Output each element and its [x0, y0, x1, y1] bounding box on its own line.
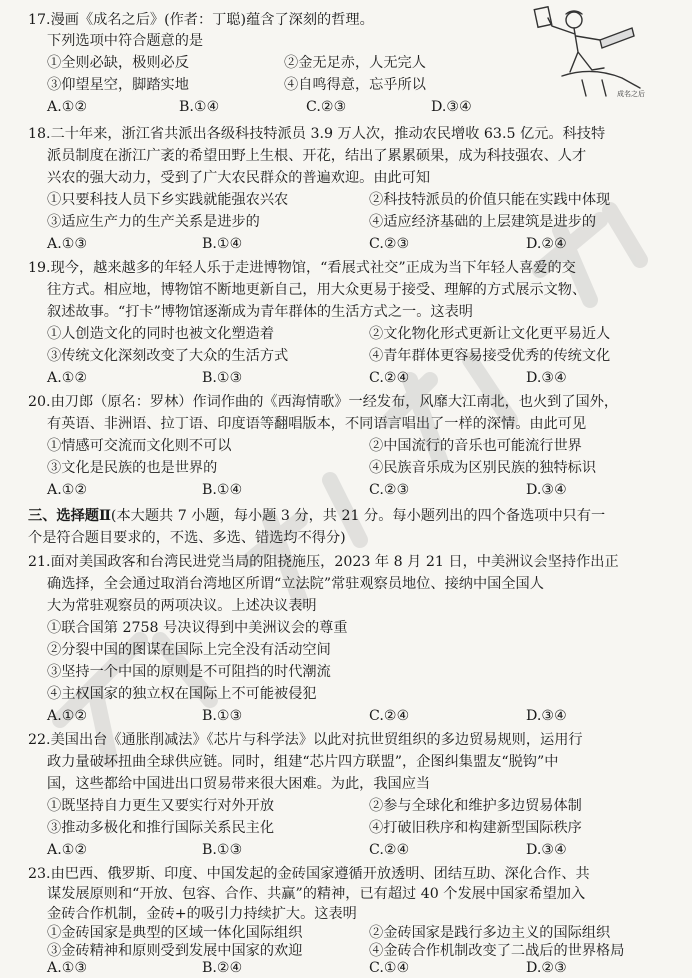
q17-stem-cont: 下列选项中符合题意的是: [47, 33, 204, 49]
q19-stem-cont-1: 往方式。相应地，博物馆不断地更新自己，用大众更易于接受、理解的方式展示文物、: [47, 282, 587, 298]
q21-choice-d: D.③④: [526, 708, 567, 724]
q21-option-3: ③坚持一个中国的原则是不可阻挡的时代潮流: [47, 664, 331, 680]
q18-choice-a: A.①③: [47, 236, 88, 252]
q21-option-2: ②分裂中国的图谋在国际上完全没有活动空间: [47, 642, 331, 658]
q21-option-1: ①联合国第 2758 号决议得到中美洲议会的尊重: [47, 620, 348, 636]
q18-stem-cont-2: 兴农的强大动力，受到了广大农民群众的普遍欢迎。由此可知: [47, 170, 431, 186]
section-3-desc-cont: 个是符合题目要求的，不选、多选、错选均不得分): [28, 530, 346, 546]
q21-choice-c: C.②④: [369, 708, 410, 724]
q19-option-1: ①人创造文化的同时也被文化塑造着: [47, 326, 275, 342]
q20-option-2: ②中国流行的音乐也可能流行世界: [369, 438, 582, 454]
q22-choice-b: B.①③: [202, 842, 243, 858]
q23-stem-cont-1: 谋发展原则和“开放、包容、合作、共赢”的精神，已有超过 40 个发展中国家希望加入: [47, 885, 586, 902]
q18-stem: 18.二十年来，浙江省共派出各级科技特派员 3.9 万人次，推动农民增收 63.5 亿元。科技特: [28, 126, 606, 142]
q23-stem: 23.由巴西、俄罗斯、印度、中国发起的金砖国家遵循开放透明、团结互助、深化合作、共: [28, 866, 590, 882]
q19-option-2: ②文化物化形式更新让文化更平易近人: [369, 326, 611, 342]
q17-stem: 17.漫画《成名之后》(作者：丁聪)蕴含了深刻的哲理。: [28, 12, 374, 28]
q20-choice-a: A.①②: [47, 482, 88, 498]
q17-choice-c: C.②③: [306, 99, 347, 115]
q20-option-1: ①情感可交流而文化则不可以: [47, 438, 232, 454]
q23-option-1: ①金砖国家是典型的区域一体化国际组织: [47, 925, 303, 942]
q17-option-1: ①全则必缺，极则必反: [47, 55, 189, 71]
q17-choice-a: A.①②: [47, 99, 88, 115]
q22-option-4: ④打破旧秩序和构建新型国际秩序: [369, 820, 582, 836]
q21-option-4: ④主权国家的独立权在国际上不可能被侵犯: [47, 686, 317, 702]
q18-option-3: ③适应生产力的生产关系是进步的: [47, 214, 260, 230]
q23-choice-a: A.①③: [47, 959, 88, 976]
q22-option-1: ①既坚持自力更生又要实行对外开放: [47, 798, 275, 814]
q19-choice-c: C.②④: [369, 370, 410, 386]
q22-choice-a: A.①②: [47, 842, 88, 858]
q20-choice-b: B.①④: [202, 482, 243, 498]
q19-choice-a: A.①②: [47, 370, 88, 386]
q22-option-2: ②参与全球化和维护多边贸易体制: [369, 798, 582, 814]
q19-option-4: ④青年群体更容易接受优秀的传统文化: [369, 348, 611, 364]
cartoon-illustration: [522, 6, 672, 100]
q23-option-2: ②金砖国家是践行多边主义的国际组织: [369, 925, 611, 942]
q22-stem: 22.美国出台《通胀削减法》《芯片与科学法》以此对抗世贸组织的多边贸易规则，运用行: [28, 732, 583, 748]
q21-stem-cont-2: 大为常驻观察员的两项决议。上述决议表明: [47, 598, 317, 614]
q21-choice-a: A.①②: [47, 708, 88, 724]
q22-option-3: ③推动多极化和推行国际关系民主化: [47, 820, 275, 836]
section-3-heading: [28, 506, 605, 526]
q23-stem-cont-2: 金砖合作机制，金砖+的吸引力持续扩大。这表明: [47, 905, 357, 922]
q18-choice-d: D.②④: [526, 236, 567, 252]
q19-choice-b: B.①③: [202, 370, 243, 386]
q20-choice-c: C.②③: [369, 482, 410, 498]
q17-option-2: ②金无足赤，人无完人: [284, 55, 426, 71]
q21-stem-cont-1: 确选择，全会通过取消台湾地区所谓“立法院”常驻观察员地位、接纳中国全国人: [47, 576, 544, 592]
q23-option-3: ③金砖精神和原则受到发展中国家的欢迎: [47, 943, 303, 960]
q20-option-4: ④民族音乐成为区别民族的独特标识: [369, 460, 597, 476]
q23-choice-d: D.②③: [526, 959, 567, 976]
q19-option-3: ③传统文化深刻改变了大众的生活方式: [47, 348, 289, 364]
q19-stem: 19.现今，越来越多的年轻人乐于走进博物馆，“看展式社交”正成为当下年轻人喜爱的交: [28, 260, 576, 276]
q23-choice-b: B.②④: [202, 959, 243, 976]
q18-option-2: ②科技特派员的价值只能在实践中体现: [369, 192, 611, 208]
q17-choice-d: D.③④: [431, 99, 472, 115]
q20-choice-d: D.③④: [526, 482, 567, 498]
q22-stem-cont-1: 政力量破坏扭曲全球供应链。同时，组建“芯片四方联盟”，企图纠集盟友“脱钩”中: [47, 754, 559, 770]
q17-choice-b: B.①④: [179, 99, 220, 115]
q21-stem: 21.面对美国政客和台湾民进党当局的阻挠施压，2023 年 8 月 21 日，中美洲议会坚持作出正: [28, 554, 619, 570]
q18-choice-b: B.①④: [202, 236, 243, 252]
q20-stem-cont: 有英语、非洲语、拉丁语、印度语等翻唱版本，不同语言唱出了一样的深情。由此可见: [47, 416, 587, 432]
q23-option-4: ④金砖合作机制改变了二战后的世界格局: [369, 943, 625, 960]
q18-stem-cont-1: 派员制度在浙江广袤的希望田野上生根、开花，结出了累累硕果，成为科技强农、人才: [47, 148, 587, 164]
q19-choice-d: D.③④: [526, 370, 567, 386]
q18-option-1: ①只要科技人员下乡实践就能强农兴农: [47, 192, 289, 208]
q23-choice-c: C.①④: [369, 959, 410, 976]
q18-choice-c: C.②③: [369, 236, 410, 252]
q18-option-4: ④适应经济基础的上层建筑是进步的: [369, 214, 597, 230]
q19-stem-cont-2: 叙述故事。“打卡”博物馆逐渐成为青年群体的生活方式之一。这表明: [47, 304, 473, 320]
q17-option-4: ④自鸣得意，忘乎所以: [284, 77, 426, 93]
q20-option-3: ③文化是民族的也是世界的: [47, 460, 218, 476]
q22-choice-d: D.③④: [526, 842, 567, 858]
q22-stem-cont-2: 国，这些都给中国进出口贸易带来很大困难。为此，我国应当: [47, 776, 431, 792]
section-3-title: 三、选择题Ⅱ: [28, 508, 111, 524]
section-3-desc: (本大题共 7 小题，每小题 3 分，共 21 分。每小题列出的四个备选项中只有一: [110, 508, 606, 524]
q22-choice-c: C.②④: [369, 842, 410, 858]
q21-choice-b: B.①③: [202, 708, 243, 724]
cartoon-caption: 成名之后: [617, 90, 645, 98]
q17-option-3: ③仰望星空，脚踏实地: [47, 77, 189, 93]
q20-stem: 20.由刀郎（原名：罗林）作词作曲的《西海情歌》一经发布，风靡大江南北，也火到了国外，: [28, 394, 619, 410]
